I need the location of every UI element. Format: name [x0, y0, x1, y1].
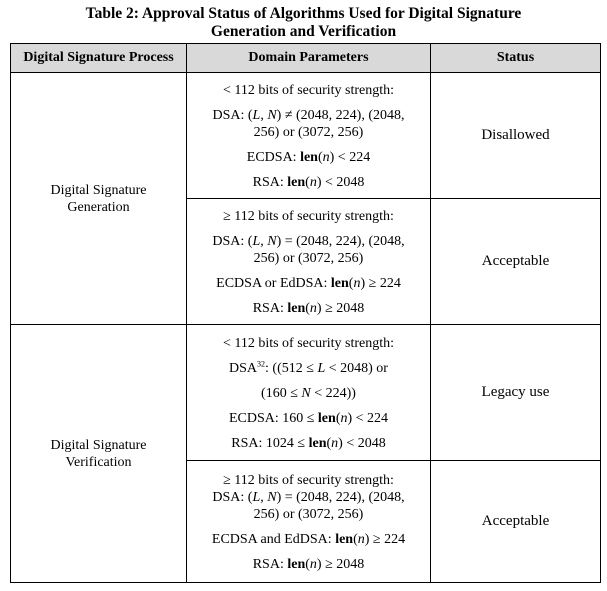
verification-acceptable-params [187, 461, 431, 583]
ver-leg-ecdsa: ECDSA: 160 ≤ len(n) < 224 [228, 410, 389, 426]
gen-dis-heading: < 112 bits of security strength: [222, 82, 395, 98]
generation-disallowed-status: Disallowed [431, 73, 601, 199]
ver-leg-heading: < 112 bits of security strength: [222, 335, 395, 351]
ver-leg-dsa-line1: DSA$^{32}$: ((512 ≤ L < 2048) or [229, 358, 388, 376]
header-process: Digital Signature Process [11, 44, 187, 73]
header-status: Status [431, 44, 601, 73]
table-title-line2: Generation and Verification [210, 23, 397, 40]
gen-acc-ecdsa: ECDSA or EdDSA: len(n) ≥ 224 [216, 275, 401, 291]
gen-acc-dsa-line2: 256) or (3072, 256) [253, 250, 364, 266]
verification-legacy-row [11, 325, 601, 461]
gen-dis-rsa: RSA: len(n) < 2048 [252, 174, 365, 190]
generation-process-line2: Generation [67, 199, 130, 215]
verification-process-line1: Digital Signature [50, 437, 147, 453]
verification-process-line2: Verification [65, 454, 132, 470]
verification-process-cell [11, 325, 187, 583]
generation-process-cell [11, 73, 187, 325]
table-title-line1: Table 2: Approval Status of Algorithms Used for Digital Signature [85, 5, 522, 22]
ver-acc-dsa-line2: 256) or (3072, 256) [253, 506, 364, 522]
ver-acc-dsa-line1: DSA: (L, N) = (2048, 224), (2048, [212, 489, 405, 505]
table-title [0, 5, 607, 41]
gen-dis-ecdsa: ECDSA: len(n) < 224 [246, 149, 371, 165]
verification-legacy-status: Legacy use [431, 325, 601, 461]
ver-leg-rsa: RSA: 1024 ≤ len(n) < 2048 [231, 435, 386, 451]
ver-acc-heading: ≥ 112 bits of security strength: [223, 472, 394, 488]
ver-leg-dsa-line2: (160 ≤ N < 224)) [261, 385, 356, 401]
ver-acc-ecdsa: ECDSA and EdDSA: len(n) ≥ 224 [211, 531, 406, 547]
gen-dis-dsa-line2: 256) or (3072, 256) [253, 124, 364, 140]
generation-disallowed-params [187, 73, 431, 199]
verification-acceptable-status: Acceptable [431, 461, 601, 583]
verification-legacy-params [187, 325, 431, 461]
gen-acc-dsa-line1: DSA: (L, N) = (2048, 224), (2048, [212, 233, 405, 249]
gen-acc-rsa: RSA: len(n) ≥ 2048 [252, 300, 365, 316]
generation-acceptable-status: Acceptable [431, 199, 601, 325]
gen-acc-heading: ≥ 112 bits of security strength: [223, 208, 394, 224]
header-domain-parameters: Domain Parameters [187, 44, 431, 73]
generation-acceptable-params [187, 199, 431, 325]
approval-status-table [10, 43, 601, 583]
gen-dis-dsa-line1: DSA: (L, N) ≠ (2048, 224), (2048, [212, 107, 405, 123]
generation-process-line1: Digital Signature [50, 182, 147, 198]
header-row [11, 44, 601, 73]
ver-acc-rsa: RSA: len(n) ≥ 2048 [252, 556, 365, 572]
generation-disallowed-row [11, 73, 601, 199]
